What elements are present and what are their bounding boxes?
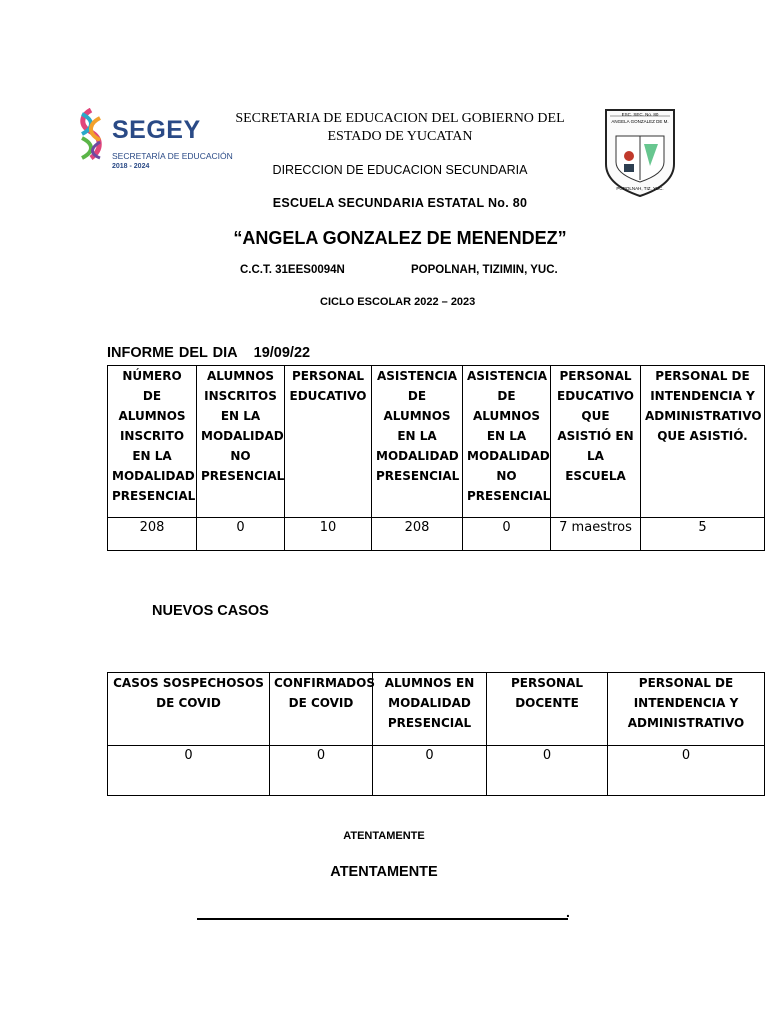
report-header-cell: PERSONAL DE INTENDENCIA Y ADMINISTRATIVO QUE ASISTIÓ.	[641, 366, 765, 518]
school-name: “ANGELA GONZALEZ DE MENENDEZ”	[233, 228, 567, 248]
new-cases-header-cell: PERSONAL DOCENTE	[487, 673, 608, 746]
new-cases-header-row	[108, 673, 765, 746]
report-value-row	[108, 518, 765, 551]
new-cases-value-cell: 0	[108, 746, 270, 796]
new-cases-value-cell: 0	[608, 746, 765, 796]
new-cases-table	[107, 672, 765, 796]
cct-code: C.C.T. 31EES0094N	[240, 264, 345, 276]
report-value-cell: 5	[641, 518, 765, 551]
report-header-row	[108, 366, 765, 518]
report-header-cell: PERSONAL EDUCATIVO QUE ASISTIÓ EN LA ESCUELA	[551, 366, 641, 518]
segey-logo	[74, 106, 233, 180]
new-cases-header-cell: PERSONAL DE INTENDENCIA Y ADMINISTRATIVO	[608, 673, 765, 746]
new-cases-header-cell: CASOS SOSPECHOSOS DE COVID	[108, 673, 270, 746]
closing-large: ATENTAMENTE	[330, 864, 438, 880]
report-value-cell: 0	[463, 518, 551, 551]
header-title-line1: SECRETARIA DE EDUCACION DEL GOBIERNO DEL	[235, 111, 565, 126]
school-cycle: CICLO ESCOLAR 2022 – 2023	[320, 296, 476, 308]
direction-label: DIRECCION DE EDUCACION SECUNDARIA	[272, 163, 528, 177]
report-header-cell: PERSONAL EDUCATIVO	[285, 366, 372, 518]
report-header-cell: ASISTENCIA DE ALUMNOS EN LA MODALIDAD PRESENCIAL	[372, 366, 463, 518]
new-cases-value-cell: 0	[487, 746, 608, 796]
signature-line	[197, 918, 568, 920]
school-label: ESCUELA SECUNDARIA ESTATAL No. 80	[272, 196, 528, 210]
report-table	[107, 365, 765, 551]
logo-years: 2018 - 2024	[112, 163, 150, 170]
report-value-cell: 7 maestros	[551, 518, 641, 551]
report-value-cell: 208	[372, 518, 463, 551]
signature-dot: .	[566, 904, 570, 920]
report-header-cell: NÚMERO DE ALUMNOS INSCRITO EN LA MODALIDAD PRESENCIAL	[108, 366, 197, 518]
school-seal	[600, 106, 680, 198]
header-title	[220, 110, 580, 146]
report-date: 19/09/22	[253, 345, 311, 361]
new-cases-value-cell: 0	[373, 746, 487, 796]
seal-text-name: ANGELA GONZALEZ DE M.	[611, 119, 669, 124]
closing-small: ATENTAMENTE	[343, 830, 425, 842]
location: POPOLNAH, TIZIMIN, YUC.	[411, 264, 558, 276]
logo-subtitle: SECRETARÍA DE EDUCACIÓN	[112, 151, 233, 161]
report-value-cell: 10	[285, 518, 372, 551]
seal-text-top: ESC. SEC. No. 80	[621, 112, 659, 117]
report-label: INFORME DEL DIA	[107, 345, 238, 361]
new-cases-value-row	[108, 746, 765, 796]
header-title-line2: ESTADO DE YUCATAN	[327, 129, 473, 144]
new-cases-value-cell: 0	[270, 746, 373, 796]
new-cases-header-cell: ALUMNOS EN MODALIDAD PRESENCIAL	[373, 673, 487, 746]
logo-brand: SEGEY	[112, 116, 201, 144]
new-cases-header-cell: CONFIRMADOS DE COVID	[270, 673, 373, 746]
seal-text-bottom: POPOLNAH, TIZ. YUC.	[616, 186, 664, 191]
report-value-cell: 208	[108, 518, 197, 551]
segey-emblem-icon	[76, 108, 106, 160]
report-value-cell: 0	[197, 518, 285, 551]
report-heading	[107, 345, 310, 361]
report-header-cell: ALUMNOS INSCRITOS EN LA MODALIDAD NO PRESENCIAL	[197, 366, 285, 518]
report-header-cell: ASISTENCIA DE ALUMNOS EN LA MODALIDAD NO PRESENCIAL	[463, 366, 551, 518]
new-cases-heading: NUEVOS CASOS	[152, 603, 269, 619]
